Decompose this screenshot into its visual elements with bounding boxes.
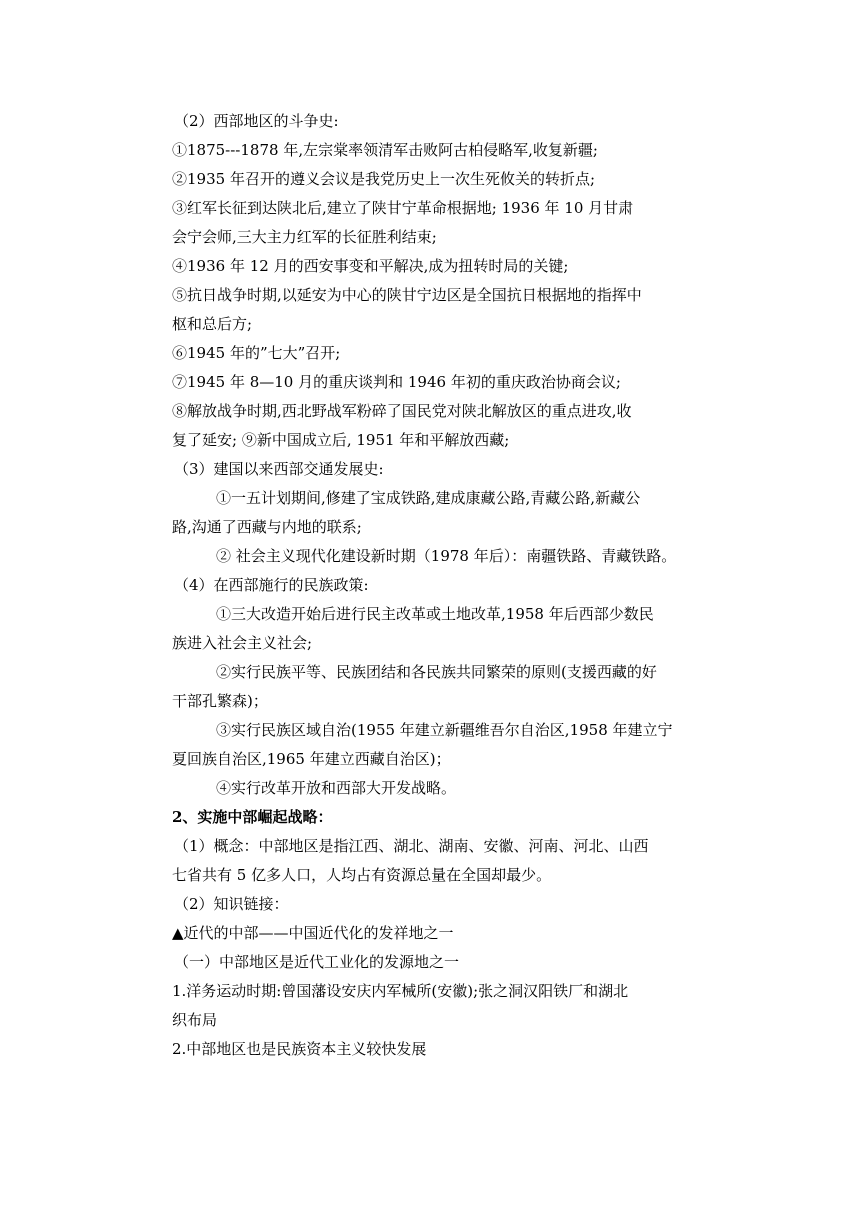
text-line: 路,沟通了西藏与内地的联系; — [172, 518, 362, 536]
text-line: ③实行民族区域自治(1955 年建立新疆维吾尔自治区,1958 年建立宁 — [216, 721, 673, 739]
text-line: ④实行改革开放和西部大开发战略。 — [216, 779, 457, 797]
text-line: 干部孔繁森)； — [172, 692, 268, 710]
text-line: ⑤抗日战争时期,以延安为中心的陕甘宁边区是全国抗日根据地的指挥中 — [172, 286, 642, 304]
text-line: ⑧解放战争时期,西北野战军粉碎了国民党对陕北解放区的重点进攻,收 — [172, 402, 632, 420]
text-line: ③红军长征到达陕北后,建立了陕甘宁革命根据地; 1936 年 10 月甘肃 — [172, 199, 634, 217]
text-line: 2.中部地区也是民族资本主义较快发展 — [172, 1040, 427, 1058]
document-body — [172, 107, 732, 1064]
text-line: 1.洋务运动时期:曾国藩设安庆内军械所(安徽);张之洞汉阳铁厂和湖北 — [172, 982, 629, 1000]
text-line: （2）西部地区的斗争史: — [174, 112, 339, 130]
text-line: ②1935 年召开的遵义会议是我党历史上一次生死攸关的转折点; — [172, 170, 595, 188]
text-line: ⑦1945 年 8—10 月的重庆谈判和 1946 年初的重庆政治协商会议; — [172, 373, 621, 391]
text-line: （4）在西部施行的民族政策: — [174, 576, 369, 594]
text-line: ①1875---1878 年,左宗棠率领清军击败阿古柏侵略军,收复新疆; — [172, 141, 598, 159]
text-line: ④1936 年 12 月的西安事变和平解决,成为扭转时局的关键; — [172, 257, 569, 275]
text-line: 族进入社会主义社会; — [172, 634, 313, 652]
text-line: 复了延安; ⑨新中国成立后, 1951 年和平解放西藏; — [172, 431, 510, 449]
text-line: （3）建国以来西部交通发展史: — [174, 460, 384, 478]
text-line: ①三大改造开始后进行民主改革或土地改革,1958 年后西部少数民 — [216, 605, 654, 623]
text-line: （一）中部地区是近代工业化的发源地之一 — [174, 953, 460, 971]
text-line: （1）概念：中部地区是指江西、湖北、湖南、安徽、河南、河北、山西 — [174, 837, 649, 855]
text-line: 会宁会师,三大主力红军的长征胜利结束; — [172, 228, 437, 246]
text-line: 七省共有 5 亿多人口，人均占有资源总量在全国却最少。 — [172, 866, 552, 884]
text-line: ②实行民族平等、民族团结和各民族共同繁荣的原则(支援西藏的好 — [216, 663, 657, 681]
text-line: ② 社会主义现代化建设新时期（1978 年后）：南疆铁路、青藏铁路。 — [216, 547, 677, 565]
text-line: ▲近代的中部——中国近代化的发祥地之一 — [172, 924, 454, 942]
text-line: 织布局 — [172, 1011, 218, 1029]
text-line: ①一五计划期间,修建了宝成铁路,建成康藏公路,青藏公路,新藏公 — [216, 489, 641, 507]
text-line: （2）知识链接： — [174, 895, 289, 913]
text-line: 枢和总后方; — [172, 315, 253, 333]
text-line: 夏回族自治区,1965 年建立西藏自治区)； — [172, 750, 451, 768]
section-heading: 2、实施中部崛起战略： — [172, 808, 333, 826]
text-line: ⑥1945 年的”七大”召开; — [172, 344, 341, 362]
